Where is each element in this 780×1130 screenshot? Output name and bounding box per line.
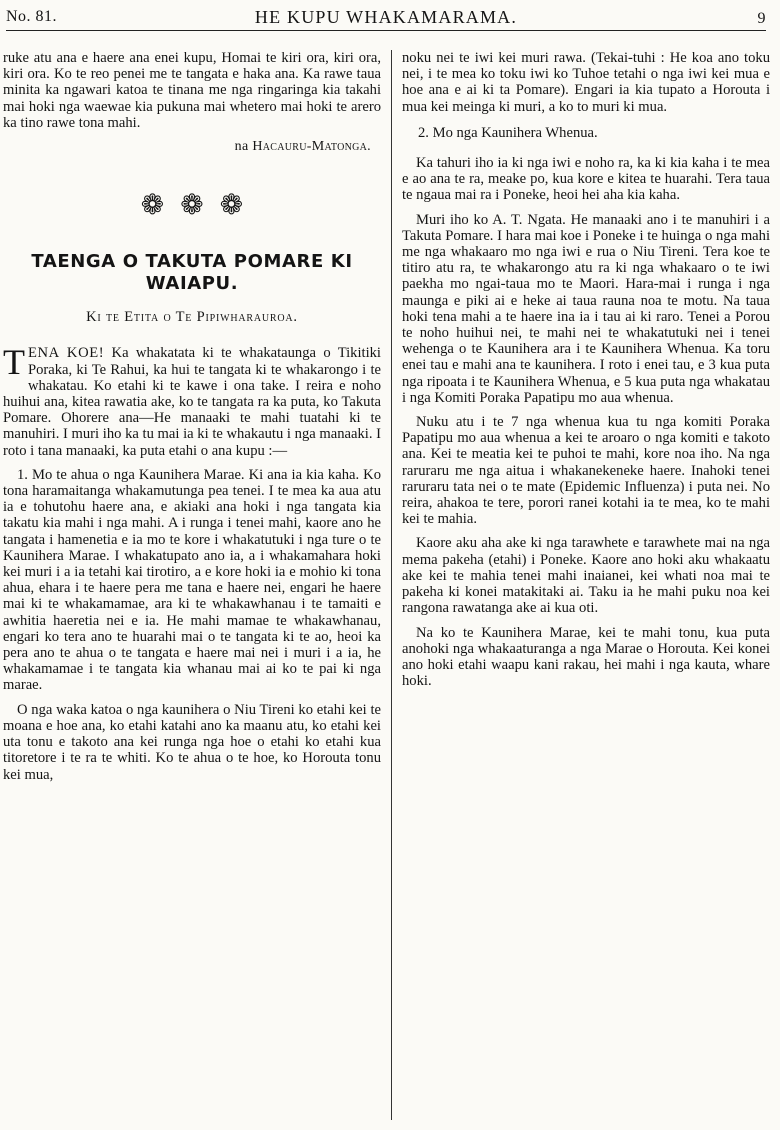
article-lead-paragraph bbox=[3, 342, 381, 459]
article-paragraph: noku nei te iwi kei muri rawa. (Tekai-tuhi : He koa ano toku nei, i te mea ko toku iwi ko Tuhoe tetahi o nga iwi kei mua e hoe ana e ai ki ta Pomare). Engari ia kia tupato a Horouta i mua kei meinga ki muri, a ko to muri ki mua. bbox=[402, 50, 770, 115]
signature-name: Hacauru-Matonga. bbox=[252, 139, 371, 155]
flower-ornament-icon: ❁ bbox=[140, 188, 165, 222]
column-divider bbox=[391, 50, 392, 1120]
intro-paragraph: ruke atu ana e haere ana enei kupu, Homai te kiri ora, kiri ora, kiri ora. Ko te reo penei me te tangata e haka ana. Ka rawe taua minita ka ngawari katoa te tinana me nga ringaringa kia takahi mai hoki nga waewae kia pukuna mai whetero mai hoki te arero ka tino rawe tona mahi. bbox=[3, 50, 381, 131]
left-column bbox=[3, 50, 381, 791]
flower-ornament-icon: ❁ bbox=[219, 188, 244, 222]
lead-word: ENA KOE! bbox=[28, 345, 105, 362]
article-paragraph: Ka tahuri iho ia ki nga iwi e noho ra, ka ki kia kaha i te mea e ao ana te ra, meake po, kua kore e kitea te huarahi. Tera taua te ngaua mai ra i Poneke, heoi hei aha kia kaha. bbox=[402, 155, 770, 204]
article-paragraph: Muri iho ko A. T. Ngata. He manaaki ano i te manuhiri i a Takuta Pomare. I hara mai koe i Poneke i te huinga o nga mahi me nga whakaaro mo nga iwi e rua o Niu Tireni. Tera koe te titiro atu ra, te whakarongo atu ra ki nga whakaaro o te iwi paekha mo ngai-taua mo te Maori. Hara-mai i runga i nga maunga e piki ai e heke ai taua rauna noa te motu. Na taua hoki tena mahi a te haere ina ia i tau ai ki raro. Tenei a Porou te noho huihui nei, te mahi nei te whakatutuki nei i tenei wehenga o te Kaunihera ara i te Kaunihera Whenua. Ka toru enei tau e mahi ana te kaunihera. I roto i enei tau, e 3 kua puta nga ripoata i te Kaunihera Whenua, e 5 kua puta nga whakatau i nga Komiti Poraka Papatipu mo aua whenua. bbox=[402, 211, 770, 406]
article-paragraph: O nga waka katoa o nga kaunihera o Niu Tireni ko etahi kei te moana e hoe ana, ko etahi katahi ano ka maanu atu, ko etahi kei uta tonu e takoto ana kei runga nga hoe o etahi ko etahi kua titoretore i te ra te whiti. Ko te ahua o te hoe, ko Horouta tonu kei mua, bbox=[3, 701, 381, 783]
issue-number: No. 81. bbox=[6, 8, 58, 25]
section-heading: 2. Mo nga Kaunihera Whenua. bbox=[418, 124, 598, 141]
right-column bbox=[402, 50, 770, 697]
article-headline: TAENGA O TAKUTA POMARE KI WAIAPU. bbox=[31, 251, 353, 295]
ornament-divider bbox=[3, 188, 381, 222]
article-byline: Ki te Etita o Te Pipiwharauroa. bbox=[86, 309, 298, 326]
article-paragraph: Kaore aku aha ake ki nga tarawhete e tarawhete mai na nga mema pakeha (etahi) i Poneke. Kaore ano hoki aku whakaatu ake kei te mahia tenei mahi inaianei, kei whati noa mai te pakeha ki konei matakitaki ai. Taku ia he mahi puku noa kei rangona rawatanga ake ai kua oti. bbox=[402, 535, 770, 617]
page-header-title: HE KUPU WHAKAMARAMA. bbox=[254, 7, 518, 27]
article-paragraph: Nuku atu i te 7 nga whenua kua tu nga komiti Poraka Papatipu mo aua whenua a kei te aroaro o nga komiti e takoto ana. Kei te meatia kei te puhoi te mahi, kore noa iho. Na nga raruraru me nga aitua i whakanekeneke haere. Inahoki tenei raruraru tata nei o te mate (Epidemic Influenza) i puta nei. No reira, ahakoa te tere, porori ranei kotahi ia te mea, ko te mahi kei te mahia. bbox=[402, 414, 770, 528]
drop-cap: T bbox=[3, 342, 25, 383]
lead-paragraph-text: Ka whakatata ki te whakataunga o Tikitiki Poraka, ki Te Rahui, ka hui te tangata ki te whakarongo i te whakatau. Ko etahi ki te kawe i ona take. I reira e noho huihui ana, kitea rawatia ake, ko te tangata ra ka puta, ko Takuta Pomare. Ohorere ana—He manaaki te mahi tuatahi ki te manuhiri. I muri iho ka tu mai ia ki te whakautu i nga manaaki. I roto i tana manaaki, ka puta etahi o ana kupu :— bbox=[3, 345, 381, 459]
signature bbox=[3, 139, 371, 155]
page-number: 9 bbox=[757, 10, 766, 27]
signature-prefix: na bbox=[234, 139, 249, 155]
page-header bbox=[6, 4, 766, 31]
flower-ornament-icon: ❁ bbox=[180, 188, 204, 222]
article-paragraph: 1. Mo te ahua o nga Kaunihera Marae. Ki ana ia kia kaha. Ko tona haramaitanga whakamutunga pea tenei. I te mea ka aua atu ia e tohutohu haere ana, e akiaki ana hoki i nga tangata kia takatu kia mahi i nga mahi. A i runga i tenei mahi, kaore ano he tangata i hamenetia e ia mo te kore i whakatutuki i nga ture o te Kaunihera Marae. I whakatupato ano ia, a i whakamahara hoki kei muri i a ia tetahi kai tirotiro, a e kore hoki ia e mohio ki tona ahua, ehara i te haere pera me tana e haere nei, engari he haere mai ki te whakamamae, ara ki te whakawhanau i te tamaiti e awhitia haeretia nei e ia. He mahi mamae te whakawhanau, engari ko tera ano te huarahi mai o te tangata ki te ao, heoi ka pera ano te ahua o te tangata e haere mai nei i muri i a ia, he whakamamae i te tangata kia whanau mai ai ko te pai ki nga marae. bbox=[3, 466, 381, 694]
article-paragraph: Na ko te Kaunihera Marae, kei te mahi tonu, kua puta anohoki nga whakaaturanga a nga Marae o Horouta. Kei konei ano hoki etahi waapu kani rakau, hei mahi i nga kauta, whare hoki. bbox=[402, 624, 770, 690]
